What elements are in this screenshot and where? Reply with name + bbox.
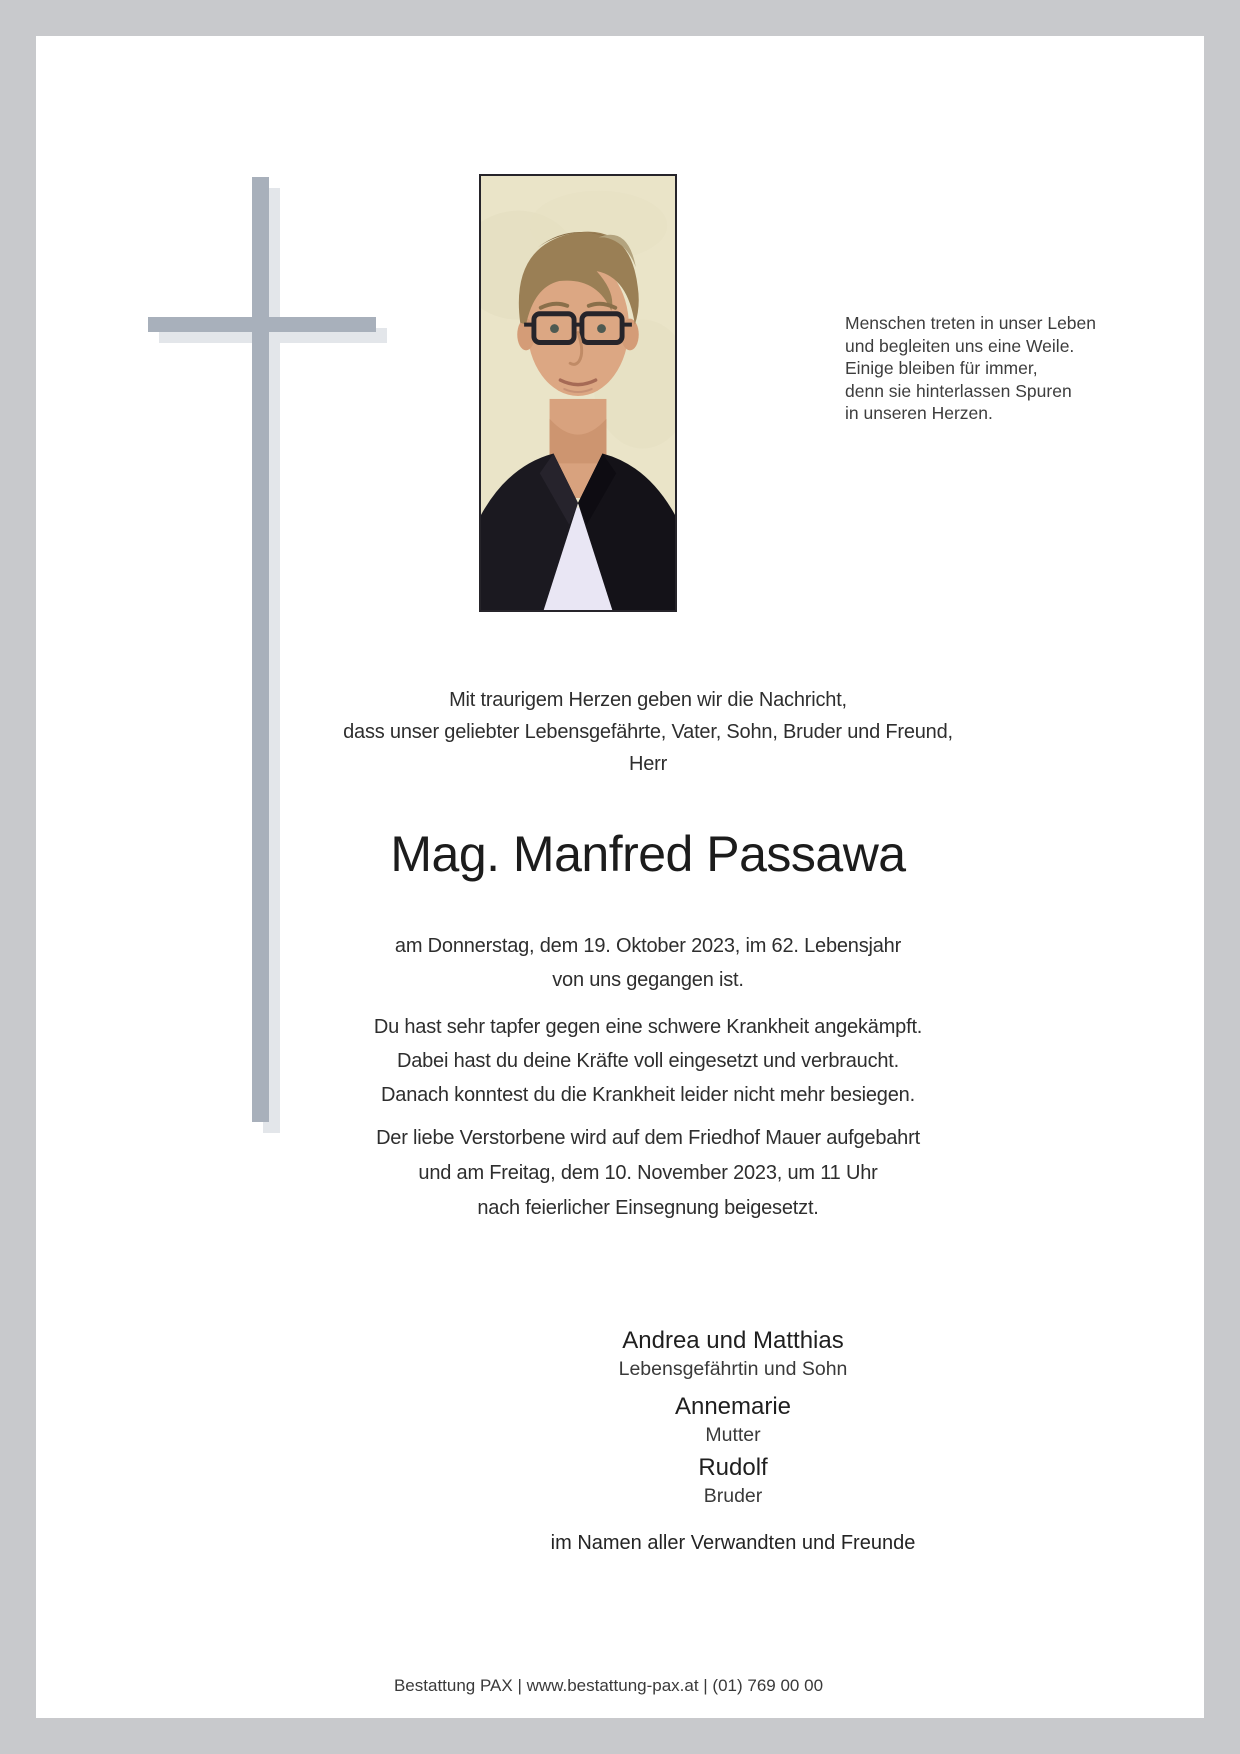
mourner-group	[433, 1453, 1033, 1509]
intro-line: Mit traurigem Herzen geben wir die Nachricht,	[449, 689, 847, 711]
mourner-names: Rudolf	[698, 1454, 768, 1481]
death-line: von uns gegangen ist.	[552, 969, 744, 991]
mourner-names: Andrea und Matthias	[622, 1327, 844, 1354]
tribute-line: Du hast sehr tapfer gegen eine schwere Krankheit angekämpft.	[373, 1016, 923, 1038]
memorial-poem	[845, 312, 1115, 425]
poem-line: in unseren Herzen.	[845, 403, 993, 423]
poem-line: Menschen treten in unser Leben	[845, 313, 1096, 333]
deceased-name: Mag. Manfred Passawa	[390, 826, 906, 882]
mourner-group	[433, 1392, 1033, 1448]
intro-line: dass unser geliebter Lebensgefährte, Vater, Sohn, Bruder und Freund,	[343, 721, 953, 743]
mourner-relation: Lebensgefährtin und Sohn	[618, 1358, 848, 1380]
death-date-text	[268, 929, 1028, 997]
mourner-relation: Bruder	[703, 1485, 763, 1507]
tribute-line: Danach konntest du die Krankheit leider nicht mehr besiegen.	[381, 1084, 915, 1106]
funeral-line: nach feierlicher Einsegnung beigesetzt.	[477, 1197, 819, 1219]
poem-line: denn sie hinterlassen Spuren	[845, 380, 1072, 401]
death-line: am Donnerstag, dem 19. Oktober 2023, im 62. Lebensjahr	[394, 935, 902, 957]
cross-horizontal-bar	[148, 317, 376, 332]
closing-line: im Namen aller Verwandten und Freunde	[550, 1532, 916, 1554]
funeral-home-footer: Bestattung PAX | www.bestattung-pax.at | (01) 769 00 00	[393, 1676, 824, 1695]
mourner-names: Annemarie	[674, 1393, 792, 1420]
funeral-line: und am Freitag, dem 10. November 2023, um 11 Uhr	[418, 1162, 878, 1184]
announcement-intro	[268, 684, 1028, 780]
tribute-text	[268, 1010, 1028, 1112]
poem-line: Einige bleiben für immer,	[845, 358, 1038, 378]
mourner-group	[433, 1326, 1033, 1382]
funeral-line: Der liebe Verstorbene wird auf dem Friedhof Mauer aufgebahrt	[376, 1127, 920, 1149]
portrait-photo	[479, 174, 677, 612]
tribute-line: Dabei hast du deine Kräfte voll eingesetzt und verbraucht.	[396, 1050, 900, 1072]
intro-line: Herr	[628, 753, 668, 775]
mourner-relation: Mutter	[705, 1424, 761, 1446]
poem-line: und begleiten uns eine Weile.	[845, 335, 1075, 356]
funeral-info	[268, 1121, 1028, 1226]
portrait-illustration	[481, 176, 675, 610]
